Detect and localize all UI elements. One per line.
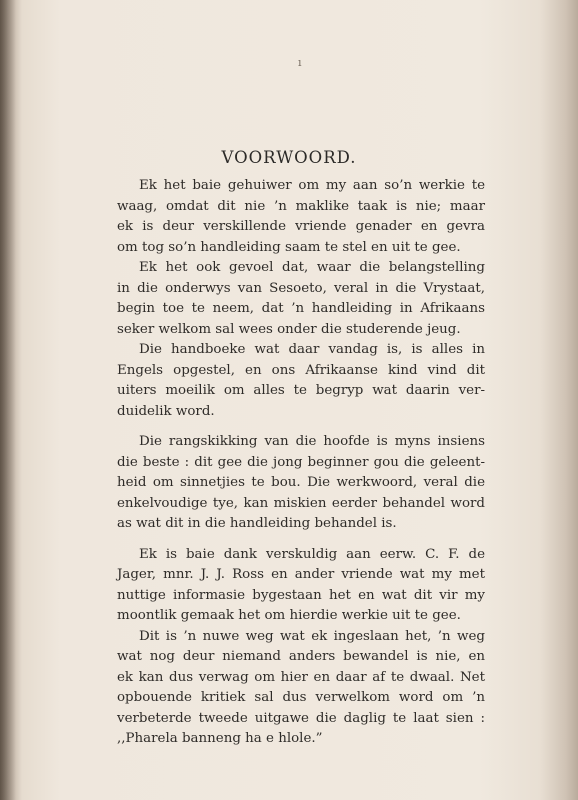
text-line: Jager, mnr. J. J. Ross en ander vriende wat my met [117, 567, 485, 582]
paragraph-2 [117, 258, 485, 340]
text-line: om tog so’n handleiding saam te stel en uit te gee. [117, 239, 461, 255]
page-mark: ı [298, 56, 302, 69]
text-line: verbeterde tweede uitgawe die daglig te laat sien : [117, 710, 485, 726]
text-line: ,,Pharela banneng ha e hlole.” [117, 731, 323, 746]
text-line: duidelik word. [117, 403, 215, 419]
text-line: Ek is baie dank verskuldig aan eerw. C. F. de [139, 546, 485, 562]
text-line: nuttige informasie bygestaan het en wat dit vir my [117, 587, 485, 603]
text-line: moontlik gemaak het om hierdie werkie uit te gee. [117, 608, 461, 623]
text-line: ek is deur verskillende vriende genader en gevra [117, 219, 485, 234]
text-line: uiters moeilik om alles te begryp wat daarin ver- [117, 383, 485, 398]
page-gutter-shadow [0, 0, 16, 800]
paragraph-6 [117, 627, 485, 750]
text-line: Die rangskikking van die hoofde is myns insiens [139, 434, 485, 449]
text-line: Dit is ’n nuwe weg wat ek ingeslaan het, ’n weg [139, 628, 485, 644]
preface-body [117, 176, 485, 750]
text-line: Die handboeke wat daar vandag is, is alles in [139, 342, 485, 357]
page-title: VOORWOORD. [221, 148, 357, 167]
text-line: seker welkom sal wees onder die studerende jeug. [117, 321, 461, 337]
text-line: wat nog deur niemand anders bewandel is nie, en [117, 649, 485, 664]
paragraph-1 [117, 176, 485, 258]
text-line: Engels opgestel, en ons Afrikaanse kind vind dit [117, 362, 485, 378]
text-line: waag, omdat dit nie ’n maklike taak is nie; maar [117, 198, 485, 214]
text-line: begin toe te neem, dat ’n handleiding in Afrikaans [117, 301, 485, 316]
paragraph-3 [117, 340, 485, 422]
text-line: ek kan dus verwag om hier en daar af te dwaal. Net [117, 669, 485, 685]
text-line: in die onderwys van Sesoeto, veral in die Vrystaat, [117, 280, 485, 296]
text-line: opbouende kritiek sal dus verwelkom word om ’n [117, 690, 485, 705]
paragraph-4 [117, 432, 485, 535]
text-line: heid om sinnetjies te bou. Die werkwoord, veral die [117, 475, 485, 490]
text-line: enkelvoudige tye, kan miskien eerder behandel word [117, 495, 485, 511]
text-line: Ek het ook gevoel dat, waar die belangstelling [139, 260, 485, 275]
text-line: die beste : dit gee die jong beginner gou die geleent- [117, 454, 485, 470]
text-line: Ek het baie gehuiwer om my aan so’n werkie te [139, 178, 485, 193]
text-line: as wat dit in die handleiding behandel is. [117, 516, 397, 531]
paragraph-5 [117, 545, 485, 627]
